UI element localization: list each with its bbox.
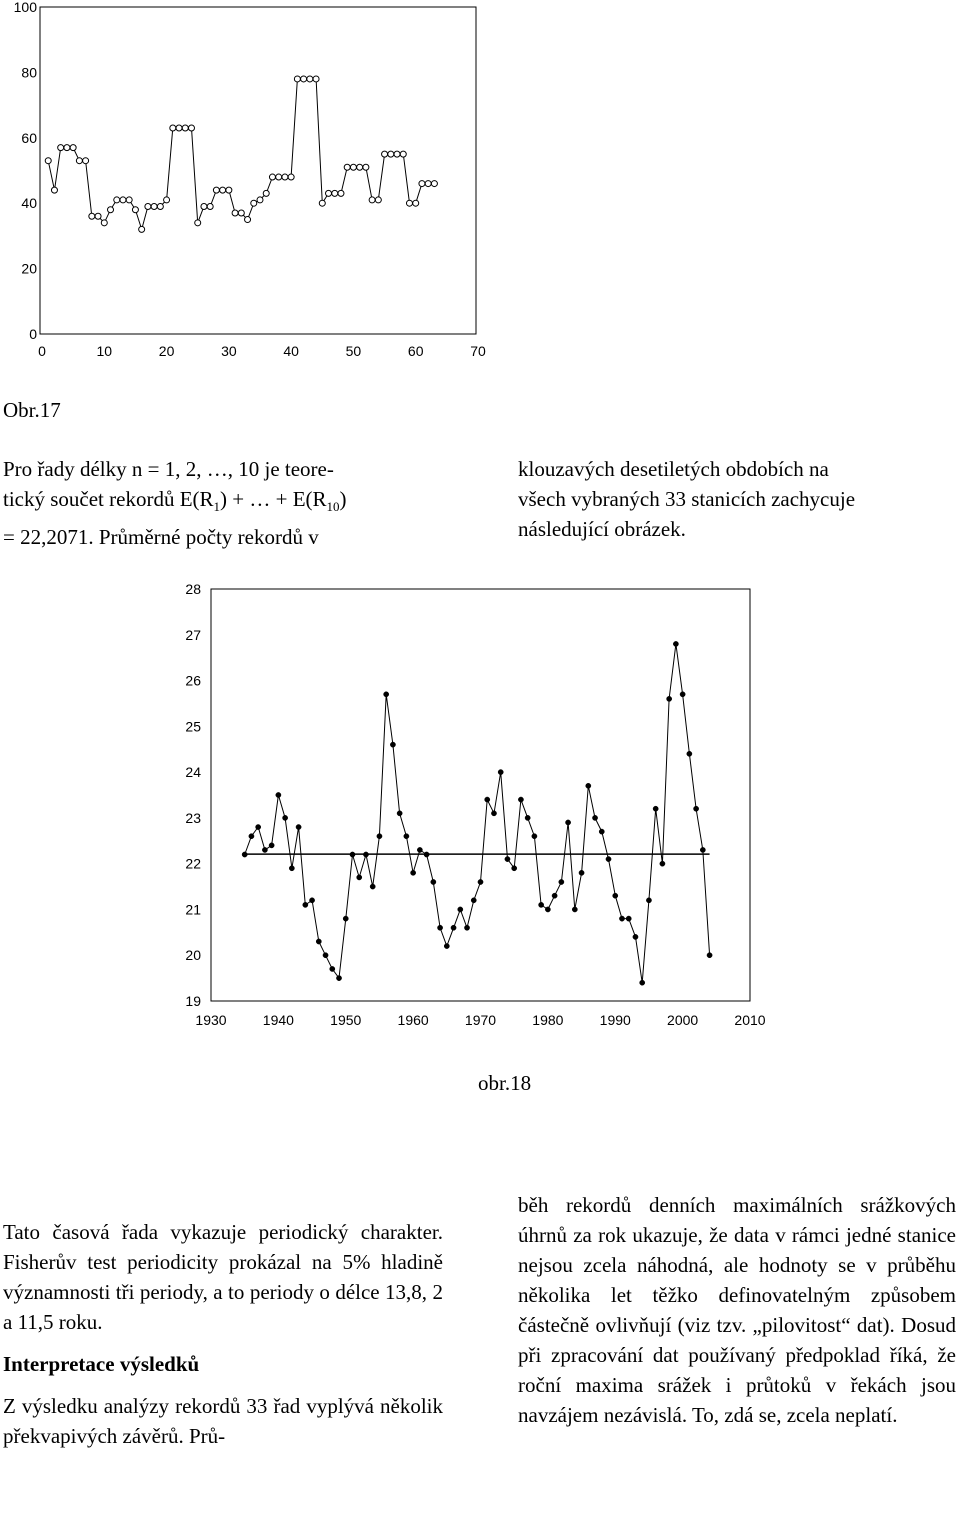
intro-right-line3: následující obrázek. (518, 517, 686, 541)
data-point (388, 151, 394, 157)
data-point (545, 907, 550, 912)
data-point (326, 190, 332, 196)
y-tick-label: 25 (185, 718, 201, 735)
x-tick-label: 1950 (330, 1012, 362, 1028)
data-point (640, 980, 645, 985)
data-point (660, 861, 665, 866)
x-tick-label: 2010 (734, 1012, 766, 1028)
data-point (213, 187, 219, 193)
series-line (48, 79, 434, 230)
data-point (431, 879, 436, 884)
x-tick-label: 50 (345, 343, 362, 359)
x-tick-label: 1980 (532, 1012, 564, 1028)
y-tick-label: 80 (21, 64, 37, 81)
data-point (296, 824, 301, 829)
data-point (586, 783, 591, 788)
data-point (319, 200, 325, 206)
data-point (498, 770, 503, 775)
data-point (619, 916, 624, 921)
series-line (245, 644, 710, 983)
data-point (491, 811, 496, 816)
data-point (249, 834, 254, 839)
data-point (539, 902, 544, 907)
data-point (565, 820, 570, 825)
data-point (505, 856, 510, 861)
y-tick-label: 20 (185, 947, 201, 964)
data-point (357, 164, 363, 170)
data-point (126, 197, 132, 203)
data-point (382, 151, 388, 157)
data-point (288, 174, 294, 180)
data-point (242, 852, 247, 857)
data-point (307, 76, 313, 82)
data-point (419, 181, 425, 187)
data-point (101, 220, 107, 226)
data-point (653, 806, 658, 811)
data-point (238, 210, 244, 216)
data-point (151, 203, 157, 209)
intro-left-line3: = 22,2071. Průměrné počty rekordů v (3, 525, 319, 550)
data-point (330, 966, 335, 971)
data-point (89, 213, 95, 219)
data-point (289, 866, 294, 871)
plot-frame (211, 589, 750, 1001)
data-point (309, 898, 314, 903)
body-paragraph-interpretation: běh rekordů denních maximálních srážkových úhrnů za rok ukazuje, že data v rámci jedné stanice nejsou zcela náhodná, ale hodnoty se v průběhu několika let těžko definovatelným způsobem částečně ovlivňují (viz tzv. „pilovitost“ dat). Dosud při zpracování dat používaný předpoklad říká, že roční maxima srážek i průtoků v řekách jsou navzájem nezávislá. To, zdá se, zcela neplatí. (518, 1193, 956, 1427)
data-point (707, 953, 712, 958)
data-point (301, 76, 307, 82)
data-point (458, 907, 463, 912)
figure-18-label: obr.18 (478, 1071, 532, 1095)
data-point (220, 187, 226, 193)
intro-right-line1: klouzavých desetiletých obdobích na (518, 457, 829, 481)
data-point (694, 806, 699, 811)
data-point (251, 200, 257, 206)
y-tick-label: 0 (29, 326, 37, 342)
data-point (283, 815, 288, 820)
data-point (406, 200, 412, 206)
y-tick-label: 21 (185, 901, 201, 918)
data-point (411, 870, 416, 875)
data-point (195, 220, 201, 226)
y-tick-label: 20 (21, 260, 37, 277)
data-point (45, 158, 51, 164)
y-tick-label: 100 (13, 0, 37, 15)
data-point (350, 164, 356, 170)
data-point (164, 197, 170, 203)
y-tick-label: 40 (21, 195, 37, 212)
y-tick-label: 27 (185, 626, 201, 643)
intro-left-line2: tický součet rekordů $E(R_1)$ + … + $E(R_{10})$ (3, 487, 347, 515)
intro-right (518, 454, 958, 544)
data-point (108, 207, 114, 213)
data-point (157, 203, 163, 209)
data-point (188, 125, 194, 131)
data-point (132, 207, 138, 213)
y-tick-label: 28 (185, 581, 201, 597)
data-point (512, 866, 517, 871)
data-point (451, 925, 456, 930)
x-tick-label: 1970 (464, 1012, 497, 1028)
data-point (369, 197, 375, 203)
x-tick-label: 30 (221, 343, 237, 359)
data-point (282, 174, 288, 180)
data-point (269, 174, 275, 180)
data-point (332, 190, 338, 196)
data-point (633, 934, 638, 939)
x-tick-label: 2000 (667, 1012, 699, 1028)
data-point (667, 696, 672, 701)
data-point (377, 834, 382, 839)
data-point (464, 925, 469, 930)
x-tick-label: 70 (470, 343, 486, 359)
data-point (58, 145, 64, 151)
data-point (485, 797, 490, 802)
data-point (139, 226, 145, 232)
data-point (51, 187, 57, 193)
data-point (182, 125, 188, 131)
data-point (700, 847, 705, 852)
data-point (170, 125, 176, 131)
data-point (687, 751, 692, 756)
data-point (646, 898, 651, 903)
data-point (276, 792, 281, 797)
x-tick-label: 1930 (195, 1012, 227, 1028)
data-point (70, 145, 76, 151)
intro-left (3, 454, 448, 552)
x-tick-label: 60 (407, 343, 424, 359)
data-point (425, 181, 431, 187)
data-point (294, 76, 300, 82)
x-tick-label: 1940 (262, 1012, 294, 1028)
figure-17-label: Obr.17 (3, 398, 61, 422)
y-tick-label: 60 (21, 129, 37, 146)
data-point (437, 925, 442, 930)
data-point (303, 902, 308, 907)
data-point (256, 824, 261, 829)
x-tick-label: 20 (158, 343, 175, 359)
data-point (599, 829, 604, 834)
data-point (673, 641, 678, 646)
data-point (316, 939, 321, 944)
data-point (444, 943, 449, 948)
data-point (323, 953, 328, 958)
data-point (114, 197, 120, 203)
data-point (592, 815, 597, 820)
data-point (532, 834, 537, 839)
data-point (201, 203, 207, 209)
y-tick-label: 19 (185, 993, 201, 1009)
data-point (269, 843, 274, 848)
data-point (606, 856, 611, 861)
x-tick-label: 1960 (397, 1012, 429, 1028)
data-point (394, 151, 400, 157)
data-point (390, 742, 395, 747)
data-point (263, 190, 269, 196)
data-point (417, 847, 422, 852)
body-left-column (3, 1217, 443, 1451)
data-point (370, 884, 375, 889)
data-point (613, 893, 618, 898)
data-point (375, 197, 381, 203)
data-point (363, 164, 369, 170)
y-tick-label: 23 (185, 809, 201, 826)
body-paragraph-periodicity: Tato časová řada vykazuje periodický charakter. Fisherův test periodicity prokázal na 5% hladině významnosti tři periody, a to periody o délce 13,8, 2 a 11,5 roku. (3, 1220, 443, 1334)
data-point (336, 976, 341, 981)
data-point (626, 916, 631, 921)
chart-average-records-fig18 (0, 575, 960, 1035)
data-point (343, 916, 348, 921)
data-point (431, 181, 437, 187)
data-point (176, 125, 182, 131)
data-point (262, 847, 267, 852)
body-paragraph-conclusions: Z výsledku analýzy rekordů 33 řad vyplývá několik překvapivých závěrů. Prů- (3, 1394, 443, 1448)
data-point (120, 197, 126, 203)
data-point (471, 898, 476, 903)
data-point (245, 217, 251, 223)
data-point (232, 210, 238, 216)
data-point (313, 76, 319, 82)
section-heading: Interpretace výsledků (3, 1352, 200, 1376)
y-tick-label: 26 (185, 672, 201, 689)
data-point (424, 852, 429, 857)
data-point (357, 875, 362, 880)
data-point (257, 197, 263, 203)
data-point (413, 200, 419, 206)
data-point (83, 158, 89, 164)
data-point (559, 879, 564, 884)
data-point (95, 213, 101, 219)
data-point (76, 158, 82, 164)
data-point (276, 174, 282, 180)
data-point (207, 203, 213, 209)
intro-left-line1: Pro řady délky n = 1, 2, …, 10 je teore- (3, 457, 334, 481)
data-point (384, 692, 389, 697)
plot-frame (40, 7, 476, 334)
y-tick-label: 24 (185, 764, 201, 781)
body-right-column (518, 1190, 956, 1430)
intro-right-line2: všech vybraných 33 stanicích zachycuje (518, 487, 856, 511)
chart-records-fig17 (0, 0, 960, 380)
data-point (572, 907, 577, 912)
data-point (518, 797, 523, 802)
data-point (145, 203, 151, 209)
data-point (344, 164, 350, 170)
y-tick-label: 22 (185, 855, 201, 872)
data-point (525, 815, 530, 820)
data-point (400, 151, 406, 157)
data-point (478, 879, 483, 884)
data-point (226, 187, 232, 193)
data-point (404, 834, 409, 839)
data-point (64, 145, 70, 151)
data-point (338, 190, 344, 196)
data-point (579, 870, 584, 875)
data-point (680, 692, 685, 697)
data-point (552, 893, 557, 898)
data-point (363, 852, 368, 857)
data-point (350, 852, 355, 857)
x-tick-label: 0 (38, 343, 46, 359)
x-tick-label: 10 (96, 343, 113, 359)
x-tick-label: 40 (283, 343, 299, 359)
data-point (397, 811, 402, 816)
x-tick-label: 1990 (599, 1012, 631, 1028)
